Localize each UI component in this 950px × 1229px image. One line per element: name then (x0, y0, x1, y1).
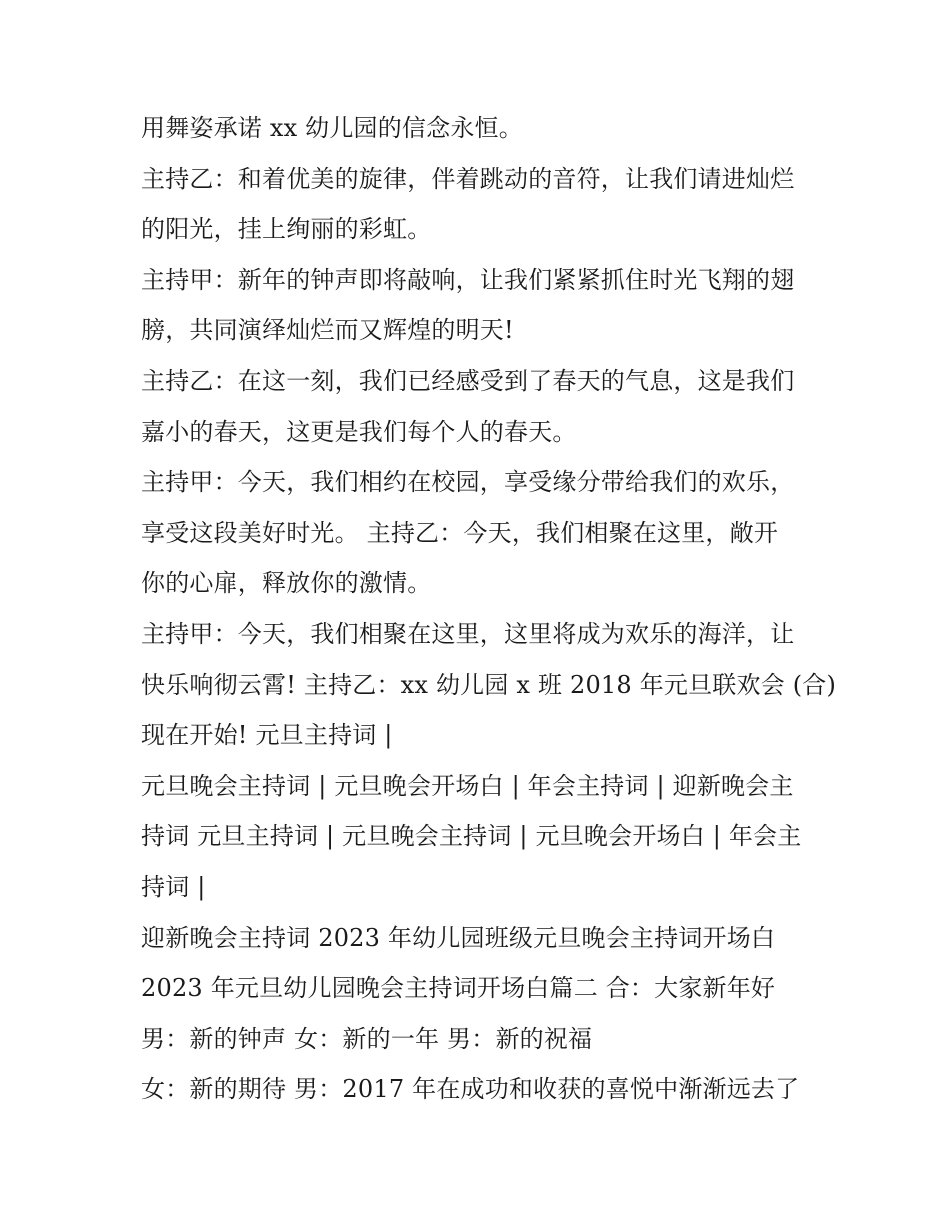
text-line: 元旦晚会主持词 | 元旦晚会开场白 | 年会主持词 | 迎新晚会主 (141, 771, 794, 800)
text-line: 男：新的钟声 女：新的一年 男：新的祝福 (141, 1024, 593, 1053)
text-line: 的阳光，挂上绚丽的彩虹。 (141, 215, 432, 244)
text-line: 嘉小的春天，这更是我们每个人的春天。 (141, 417, 577, 446)
text-line: 2023 年元旦幼儿园晚会主持词开场白篇二 合：大家新年好 (141, 974, 776, 1003)
text-line: 主持甲：今天，我们相约在校园，享受缘分带给我们的欢乐， (141, 468, 795, 497)
text-line: 你的心扉，释放你的激情。 (141, 569, 432, 598)
text-line: 享受这段美好时光。 主持乙：今天，我们相聚在这里，敞开 (141, 518, 779, 547)
text-line: 主持乙：和着优美的旋律，伴着跳动的音符，让我们请进灿烂 (141, 164, 795, 193)
text-line: 膀，共同演绎灿烂而又辉煌的明天! (141, 316, 514, 345)
document-body (141, 103, 837, 1115)
text-line: 迎新晚会主持词 2023 年幼儿园班级元旦晚会主持词开场白 (141, 923, 776, 952)
text-line: 持词 | (141, 872, 206, 901)
text-line: 女：新的期待 男：2017 年在成功和收获的喜悦中渐渐远去了 (141, 1075, 800, 1104)
text-line: 持词 元旦主持词 | 元旦晚会主持词 | 元旦晚会开场白 | 年会主 (141, 822, 802, 851)
text-line: 快乐响彻云霄! 主持乙：xx 幼儿园 x 班 2018 年元旦联欢会 (合) (141, 670, 837, 699)
text-line: 用舞姿承诺 xx 幼儿园的信念永恒。 (141, 114, 523, 142)
text-line: 主持甲：新年的钟声即将敲响，让我们紧紧抓住时光飞翔的翅 (141, 265, 795, 294)
text-line: 现在开始! 元旦主持词 | (141, 721, 393, 750)
text-line: 主持乙：在这一刻，我们已经感受到了春天的气息，这是我们 (141, 366, 795, 395)
text-line: 主持甲：今天，我们相聚在这里，这里将成为欢乐的海洋，让 (141, 619, 795, 648)
